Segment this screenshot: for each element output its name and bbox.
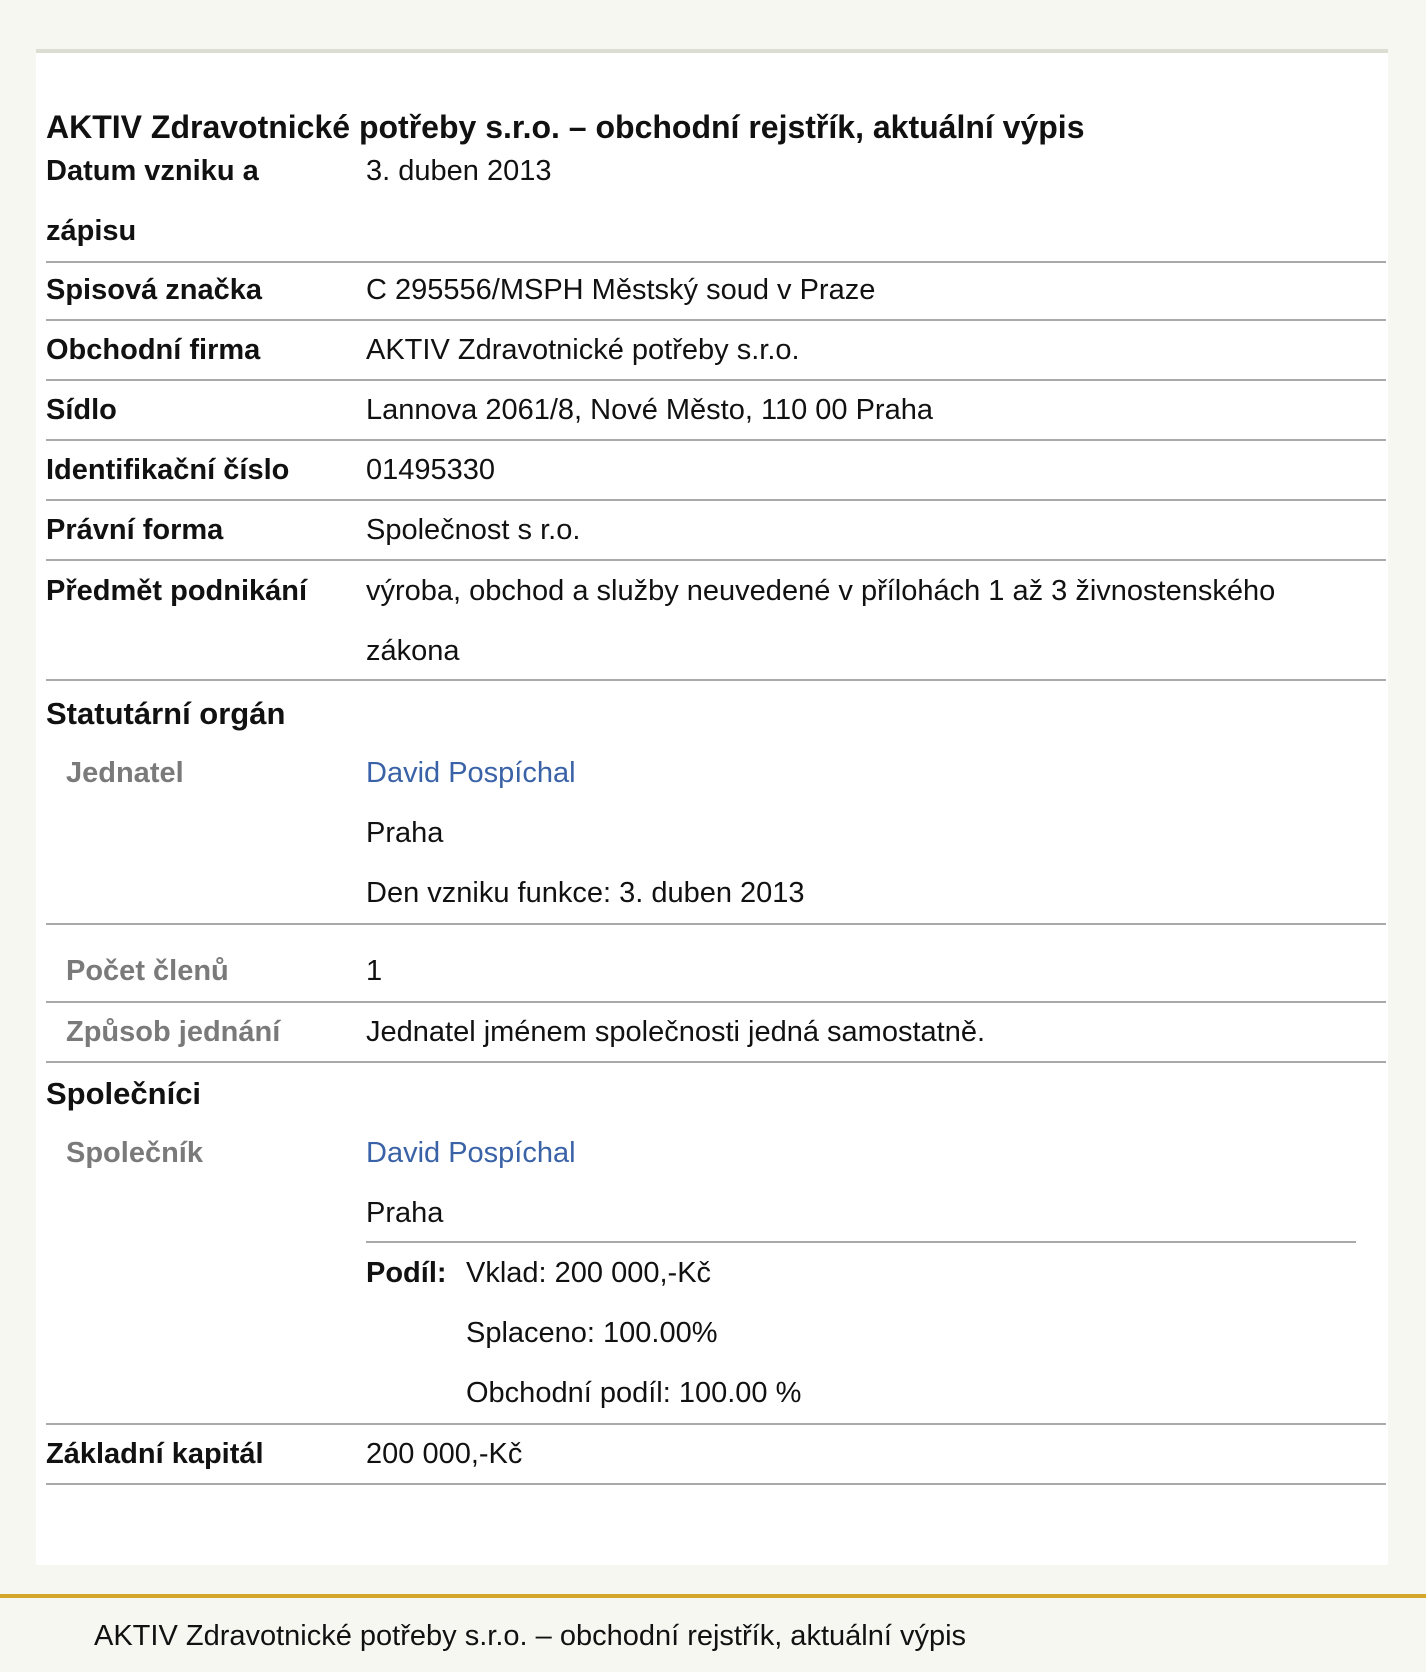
- field-value: C 295556/MSPH Městský soud v Praze: [366, 274, 876, 306]
- field-label: Právní forma: [46, 514, 224, 546]
- field-row-company-name: [46, 321, 1386, 381]
- members-value: 1: [366, 955, 383, 987]
- field-row-business-activity: [46, 561, 1386, 681]
- capital-label: Základní kapitál: [46, 1438, 264, 1470]
- field-row-registered-capital: [46, 1425, 1386, 1485]
- register-extract-card: [36, 49, 1388, 1565]
- statutory-members-row: [46, 925, 1386, 1003]
- statutory-heading: Statutární orgán: [46, 696, 286, 731]
- field-value: Lannova 2061/8, Nové Město, 110 00 Praha: [366, 394, 933, 426]
- field-value: AKTIV Zdravotnické potřeby s.r.o.: [366, 334, 800, 366]
- partner-details: [366, 1123, 1366, 1243]
- partner-label: Společník: [66, 1137, 203, 1169]
- field-label: Obchodní firma: [46, 334, 261, 366]
- conduct-value: Jednatel jménem společnosti jedná samostatně.: [366, 1016, 986, 1048]
- conduct-label: Způsob jednání: [66, 1016, 281, 1048]
- members-label: Počet členů: [66, 955, 229, 987]
- director-details: [366, 743, 1366, 923]
- field-value: Společnost s r.o.: [366, 514, 581, 546]
- field-row-id-number: [46, 441, 1386, 501]
- field-label: Spisová značka: [46, 274, 262, 306]
- capital-value: 200 000,-Kč: [366, 1438, 523, 1470]
- field-value: výroba, obchod a služby neuvedené v přílohách 1 až 3 živnostenského zákona: [366, 575, 1276, 667]
- director-name-link[interactable]: David Pospíchal: [366, 757, 576, 789]
- share-paid: Splaceno: 100.00%: [466, 1317, 718, 1349]
- director-label: Jednatel: [66, 757, 184, 789]
- statutory-conduct-row: [46, 1003, 1386, 1063]
- share-deposit: Vklad: 200 000,-Kč: [466, 1257, 712, 1289]
- statutory-director-row: [46, 743, 1386, 925]
- page-title: AKTIV Zdravotnické potřeby s.r.o. – obchodní rejstřík, aktuální výpis: [46, 109, 1085, 145]
- field-label: Datum vzniku a zápisu: [46, 155, 259, 247]
- field-label: Sídlo: [46, 394, 117, 426]
- director-city: Praha: [366, 817, 444, 849]
- footer-title: AKTIV Zdravotnické potřeby s.r.o. – obchodní rejstřík, aktuální výpis: [94, 1620, 967, 1652]
- partner-row: [46, 1123, 1386, 1425]
- share-values: [466, 1243, 801, 1423]
- field-label: Předmět podnikání: [46, 575, 308, 607]
- field-row-founding-date: [46, 141, 1386, 263]
- field-label: Identifikační číslo: [46, 454, 290, 486]
- field-value: 01495330: [366, 454, 496, 486]
- director-since: Den vzniku funkce: 3. duben 2013: [366, 877, 805, 909]
- footer: [0, 1594, 1426, 1672]
- partner-city: Praha: [366, 1197, 444, 1229]
- field-value: 3. duben 2013: [366, 155, 552, 187]
- field-row-file-number: [46, 261, 1386, 321]
- partner-name-link[interactable]: David Pospíchal: [366, 1137, 576, 1169]
- share-label: Podíl:: [366, 1257, 447, 1289]
- field-row-legal-form: [46, 501, 1386, 561]
- partners-heading: Společníci: [46, 1076, 202, 1111]
- field-row-address: [46, 381, 1386, 441]
- share-business: Obchodní podíl: 100.00 %: [466, 1377, 802, 1409]
